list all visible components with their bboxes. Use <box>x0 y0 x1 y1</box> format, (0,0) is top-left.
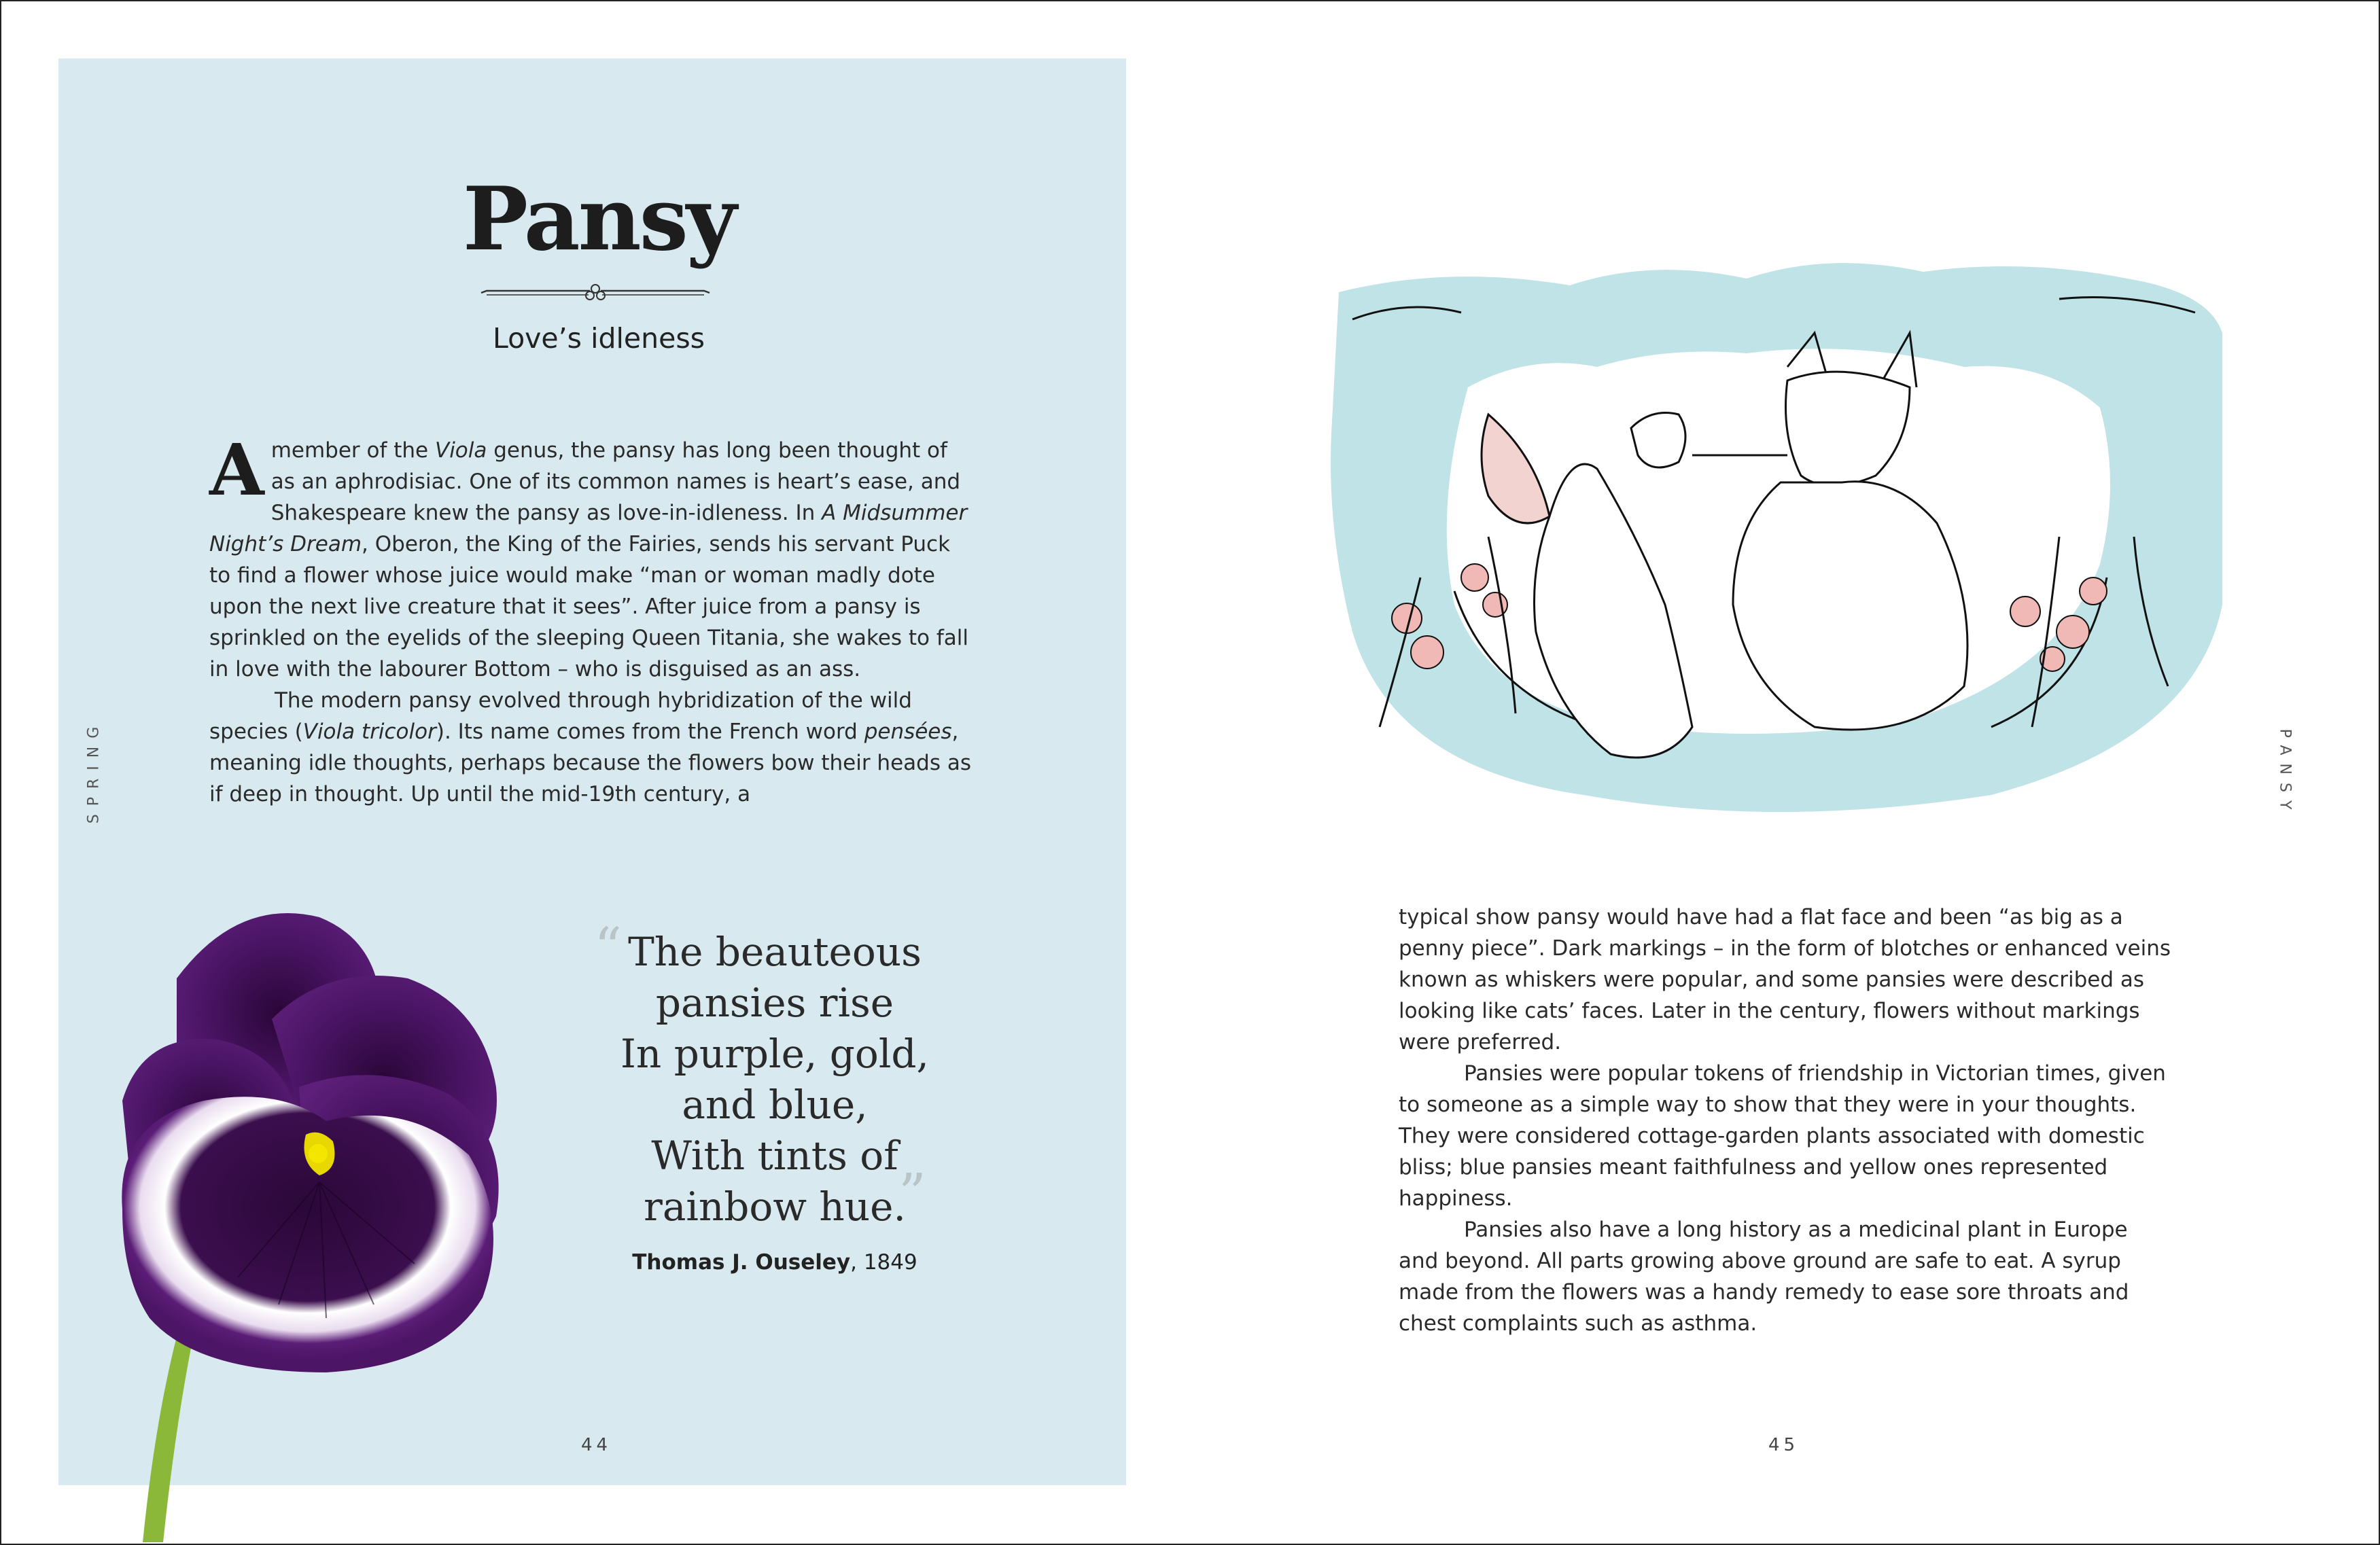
quote-line: and blue, <box>682 1082 868 1128</box>
quote-line: pansies rise <box>655 980 894 1026</box>
page-number-left: 44 <box>581 1435 612 1455</box>
quote-line: With tints of <box>651 1133 898 1179</box>
title-ornament-divider <box>480 281 711 304</box>
quote-author: Thomas J. Ouseley <box>632 1250 851 1275</box>
paragraph-3: typical show pansy would have had a flat face and been “as big as a penny piece”. Dark markings – in the form of blotches or enhanced veins known as whiskers were popular, and some pansies were described as looking like cats’ faces. Later in the century, flowers without markings were preferred. <box>1399 905 2171 1054</box>
drop-cap: A <box>209 428 264 512</box>
pull-quote <box>605 927 945 1232</box>
section-side-label: SPRING <box>85 718 103 824</box>
titania-bottom-illustration <box>1312 251 2236 822</box>
quote-line: In purple, gold, <box>620 1031 929 1077</box>
quote-line: The beauteous <box>628 929 922 975</box>
paragraph-5: Pansies also have a long history as a medicinal plant in Europe and beyond. All parts growing above ground are safe to eat. A syrup made from the flowers was a handy remedy to ease sore throats and chest complaints such as asthma. <box>1399 1218 2129 1336</box>
quote-year: , 1849 <box>850 1250 917 1275</box>
paragraph-1: A member of the Viola genus, the pansy has long been thought of as an aphrodisiac. One of its common names is heart’s ease, and Shakespeare knew the pansy as love-in-idleness. In A Midsummer Night’s Dream, Oberon, the King of the Fairies, sends his servant Puck to find a flower whose juice would make “man or woman madly dote upon the next live creature that it sees”. After juice from a pansy is sprinkled on the eyelids of the sleeping Queen Titania, she wakes to fall in love with the labourer Bottom – who is disguised as an ass. <box>209 428 968 681</box>
page-subtitle: Love’s idleness <box>492 322 705 355</box>
pansy-flower-photo <box>102 897 578 1542</box>
chapter-side-label: PANSY <box>2276 728 2294 818</box>
open-quote-mark: “ <box>594 916 622 979</box>
left-body-text <box>209 428 977 810</box>
quote-line: rainbow hue. <box>644 1184 906 1230</box>
paragraph-2: The modern pansy evolved through hybridization of the wild species (Viola tricolor). Its name comes from the French word pensées, meaning idle thoughts, perhaps because the flowers bow their heads as if deep in thought. Up until the mid-19th century, a <box>209 688 971 806</box>
paragraph-4: Pansies were popular tokens of friendship in Victorian times, given to someone as a simple way to show that they were in your thoughts. They were considered cottage-garden plants associated with domestic bliss; blue pansies meant faithfulness and yellow ones represented happiness. <box>1399 1061 2166 1211</box>
quote-attribution <box>605 1250 945 1275</box>
close-quote-mark: ” <box>898 1162 926 1225</box>
page-title: Pansy <box>462 168 735 270</box>
right-body-text <box>1399 902 2173 1339</box>
page-number-right: 45 <box>1768 1435 1800 1455</box>
